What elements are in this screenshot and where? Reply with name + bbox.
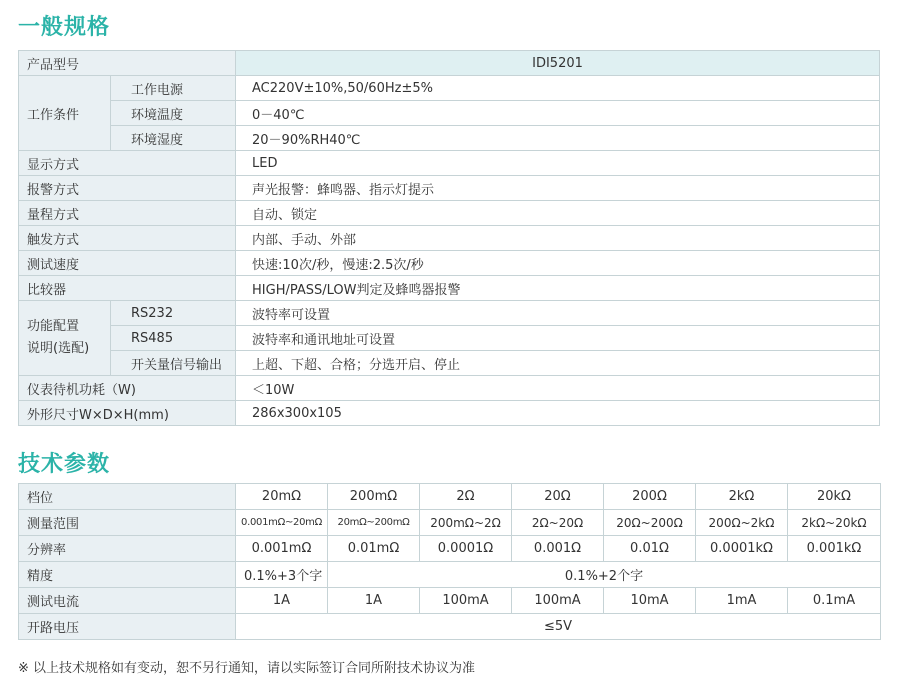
comparator-value: HIGH/PASS/LOW判定及蜂鸣器报警 — [236, 276, 880, 301]
measure-cell: 0.001mΩ~20mΩ — [236, 510, 328, 536]
table-row — [19, 484, 881, 510]
rs232-value: 波特率可设置 — [236, 301, 880, 326]
measure-cell: 200mΩ~2Ω — [420, 510, 512, 536]
temp-value: 0－40℃ — [236, 101, 880, 126]
general-spec-table — [18, 50, 880, 426]
current-cell: 1mA — [696, 588, 788, 614]
resolution-cell: 0.001kΩ — [788, 536, 881, 562]
resolution-row-label: 分辨率 — [19, 536, 236, 562]
range-cell: 2kΩ — [696, 484, 788, 510]
display-label: 显示方式 — [19, 151, 236, 176]
range-label: 量程方式 — [19, 201, 236, 226]
general-spec-title: 一般规格 — [18, 15, 111, 40]
current-cell: 100mA — [420, 588, 512, 614]
resolution-cell: 0.001mΩ — [236, 536, 328, 562]
range-cell: 200mΩ — [328, 484, 420, 510]
range-cell: 2Ω — [420, 484, 512, 510]
table-row — [19, 351, 880, 376]
comparator-label: 比较器 — [19, 276, 236, 301]
table-row — [19, 376, 880, 401]
speed-value: 快速:10次/秒，慢速:2.5次/秒 — [236, 251, 880, 276]
display-value: LED — [236, 151, 880, 176]
measure-cell: 20mΩ~200mΩ — [328, 510, 420, 536]
accuracy-row-label: 精度 — [19, 562, 236, 588]
table-row — [19, 151, 880, 176]
current-cell: 10mA — [604, 588, 696, 614]
resolution-cell: 0.0001Ω — [420, 536, 512, 562]
measure-cell: 20Ω~200Ω — [604, 510, 696, 536]
table-row — [19, 276, 880, 301]
voltage-row-label: 开路电压 — [19, 614, 236, 640]
table-row — [19, 201, 880, 226]
resolution-cell: 0.01mΩ — [328, 536, 420, 562]
table-row — [19, 588, 881, 614]
alarm-value: 声光报警：蜂鸣器、指示灯提示 — [236, 176, 880, 201]
switch-value: 上超、下超、合格；分选开启、停止 — [236, 351, 880, 376]
accuracy-first-cell: 0.1%+3个字 — [236, 562, 328, 588]
alarm-label: 报警方式 — [19, 176, 236, 201]
measure-row-label: 测量范围 — [19, 510, 236, 536]
current-cell: 0.1mA — [788, 588, 881, 614]
current-row-label: 测试电流 — [19, 588, 236, 614]
standby-value: ＜10W — [236, 376, 880, 401]
humidity-value: 20－90%RH40℃ — [236, 126, 880, 151]
config-label-line2: 说明(选配) — [27, 341, 90, 356]
table-row — [19, 101, 880, 126]
table-row — [19, 562, 881, 588]
resolution-cell: 0.001Ω — [512, 536, 604, 562]
table-row — [19, 401, 880, 426]
tech-param-title: 技术参数 — [18, 452, 111, 477]
resolution-cell: 0.0001kΩ — [696, 536, 788, 562]
current-cell: 1A — [236, 588, 328, 614]
speed-label: 测试速度 — [19, 251, 236, 276]
table-row — [19, 301, 880, 326]
current-cell: 100mA — [512, 588, 604, 614]
current-cell: 1A — [328, 588, 420, 614]
table-row — [19, 76, 880, 101]
temp-label: 环境温度 — [111, 101, 236, 126]
disclaimer-note: ※ 以上技术规格如有变动，恕不另行通知，请以实际签订合同所附技术协议为准 — [18, 661, 476, 676]
config-label-line1: 功能配置 — [27, 319, 80, 334]
table-row — [19, 326, 880, 351]
humidity-label: 环境湿度 — [111, 126, 236, 151]
power-label: 工作电源 — [111, 76, 236, 101]
voltage-cell: ≤5V — [236, 614, 881, 640]
accuracy-rest-cell: 0.1%+2个字 — [328, 562, 881, 588]
rs485-label: RS485 — [111, 326, 236, 351]
dims-label: 外形尺寸W×D×H(mm) — [19, 401, 236, 426]
table-row — [19, 536, 881, 562]
measure-cell: 200Ω~2kΩ — [696, 510, 788, 536]
model-label: 产品型号 — [19, 51, 236, 76]
table-row — [19, 251, 880, 276]
config-label — [19, 301, 111, 376]
table-row — [19, 51, 880, 76]
tech-param-table — [18, 483, 881, 640]
standby-label: 仪表待机功耗（W) — [19, 376, 236, 401]
model-value: IDI5201 — [236, 51, 880, 76]
resolution-cell: 0.01Ω — [604, 536, 696, 562]
table-row — [19, 226, 880, 251]
range-cell: 200Ω — [604, 484, 696, 510]
measure-cell: 2Ω~20Ω — [512, 510, 604, 536]
table-row — [19, 510, 881, 536]
range-cell: 20kΩ — [788, 484, 881, 510]
measure-cell: 2kΩ~20kΩ — [788, 510, 881, 536]
switch-label: 开关量信号输出 — [111, 351, 236, 376]
range-value: 自动、锁定 — [236, 201, 880, 226]
range-cell: 20Ω — [512, 484, 604, 510]
table-row — [19, 176, 880, 201]
trigger-label: 触发方式 — [19, 226, 236, 251]
rs485-value: 波特率和通讯地址可设置 — [236, 326, 880, 351]
rs232-label: RS232 — [111, 301, 236, 326]
table-row — [19, 614, 881, 640]
conditions-label: 工作条件 — [19, 76, 111, 151]
range-row-label: 档位 — [19, 484, 236, 510]
power-value: AC220V±10%,50/60Hz±5% — [236, 76, 880, 101]
dims-value: 286x300x105 — [236, 401, 880, 426]
table-row — [19, 126, 880, 151]
trigger-value: 内部、手动、外部 — [236, 226, 880, 251]
range-cell: 20mΩ — [236, 484, 328, 510]
